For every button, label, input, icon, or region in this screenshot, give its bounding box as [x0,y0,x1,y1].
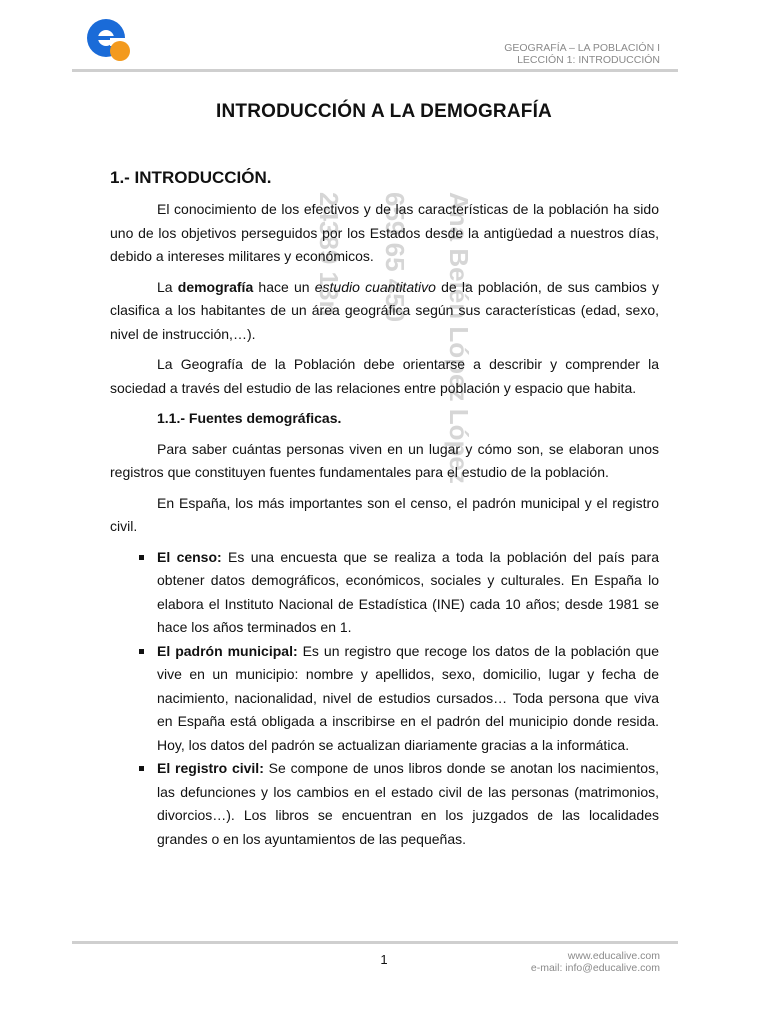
paragraph-5: En España, los más importantes son el censo, el padrón municipal y el registro civil. [110,494,659,534]
term-estudio-cuantitativo: estudio cuantitativo [314,278,436,295]
section-heading: 1.- INTRODUCCIÓN. [110,168,272,187]
header-subject: GEOGRAFÍA – LA POBLACIÓN I [504,42,660,54]
bullet-text: Es un registro que recoge los datos de la población que vive en un municipio: nombre y apellidos, sexo, domicilio, lugar y fecha de nacimiento, nacionalidad, nivel de estudios cursados… Toda persona que viva en España está obligada a inscribirse en el padrón del municipio donde resida. Hoy, los datos del padrón se actualizan diariamente gracias a la informática. [157,642,659,753]
paragraph-2: La demografía hace un estudio cuantitativo de la población, de sus cambios y clasifica a los habitantes de un área geográfica según sus características (edad, sexo, nivel de instrucción,…). [110,278,659,342]
term-demografia: demografía [177,278,254,295]
paragraph-4: Para saber cuántas personas viven en un lugar y cómo son, se elaboran unos registros que constituyen fuentes fundamentales para el estudio de la población. [110,440,659,480]
list-item-registro-civil [110,757,659,851]
subsection-heading: 1.1.- Fuentes demográficas. [157,410,342,426]
bullet-text: Es una encuesta que se realiza a toda la población del país para obtener datos demográficos, económicos, sociales y culturales. En España lo elabora el Instituto Nacional de Estadística (INE) cada 10 años; desde 1981 se hace los años terminados en 1. [157,548,659,635]
document-body [110,166,659,851]
bullet-term: El padrón municipal: [157,642,298,659]
watermark-name: Ana Belén López López [444,192,474,484]
paragraph-1: El conocimiento de los efectivos y de las características de la población ha sido uno de los objetivos perseguidos por los Estados desde la antigüedad a nuestros días, debido a intereses militares y económicos. [110,201,659,264]
sources-list [110,546,659,852]
paragraph-3: La Geografía de la Población debe orientarse a describir y comprender la sociedad a través del estudio de las relaciones entre población y espacio que habita. [110,356,659,396]
watermark-phone: 659 65 450 [380,192,410,323]
educalive-logo [86,16,134,64]
header-divider [72,69,678,72]
footer-contact [531,950,660,974]
watermark-code: 24389 13n [314,192,344,317]
logo-orange-dot [110,41,130,61]
footer-divider [72,941,678,944]
header-lesson: LECCIÓN 1: INTRODUCCIÓN [517,54,660,66]
footer-website[interactable]: www.educalive.com [567,950,660,962]
page-header [0,0,768,75]
page-number: 1 [380,952,388,967]
bullet-term: El registro civil: [157,760,264,776]
header-meta [504,42,660,66]
footer-email[interactable]: e-mail: info@educalive.com [530,962,660,974]
bullet-term: El censo: [157,548,222,565]
document-title: INTRODUCCIÓN A LA DEMOGRAFÍA [216,101,552,122]
list-item-censo [110,546,659,640]
bullet-text: Se compone de unos libros donde se anotan los nacimientos, las defunciones y los cambios en el estado civil de las personas (matrimonios, divorcios…). Los libros se encuentran en los juzgados de las localidades grandes o en los ayuntamientos de las pequeñas. [157,760,659,847]
list-item-padron [110,640,659,758]
